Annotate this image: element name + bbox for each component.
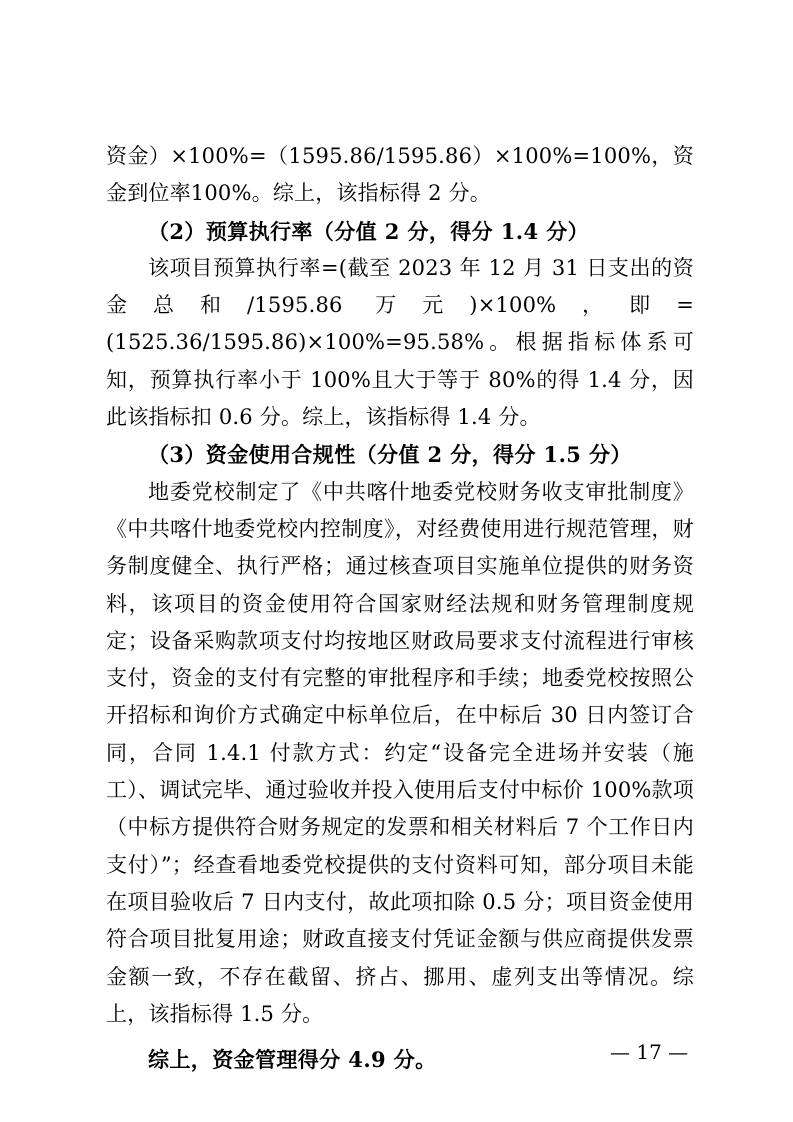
document-body	[106, 138, 694, 1078]
page-number: — 17 —	[610, 1040, 689, 1064]
body-paragraph-budget-execution: 该项目预算执行率=(截至 2023 年 12 月 31 日支出的资金总和/1595.86 万元)×100%，即=(1525.36/1595.86)×100%=95.58%。根据指标体系可知，预算执行率小于 100%且大于等于 80%的得 1.4 分，因此该指标扣 0.6 分。综上，该指标得 1.4 分。	[106, 255, 694, 430]
body-paragraph-fund-compliance: 地委党校制定了《中共喀什地委党校财务收支审批制度》《中共喀什地委党校内控制度》，对经费使用进行规范管理，财务制度健全、执行严格；通过核查项目实施单位提供的财务资料，该项目的资金使用符合国家财经法规和财务管理制度规定；设备采购款项支付均按地区财政局要求支付流程进行审核支付，资金的支付有完整的审批程序和手续；地委党校按照公开招标和询价方式确定中标单位后，在中标后 30 日内签订合同，合同 1.4.1 付款方式：约定“设备完全进场并安装（施工）、调试完毕、通过验收并投入使用后支付中标价 100%款项（中标方提供符合财务规定的发票和相关材料后 7 个工作日内支付）”；经查看地委党校提供的支付资料可知，部分项目未能在项目验收后 7 日内支付，故此项扣除 0.5 分；项目资金使用符合项目批复用途；财政直接支付凭证金额与供应商提供发票金额一致，不存在截留、挤占、挪用、虚列支出等情况。综上，该指标得 1.5 分。	[106, 479, 694, 1026]
body-paragraph-funding-rate: 资金）×100%=（1595.86/1595.86）×100%=100%，资金到位率100%。综上，该指标得 2 分。	[106, 144, 694, 206]
summary-conclusion: 综上，资金管理得分 4.9 分。	[148, 1047, 437, 1073]
section-heading-budget-execution: （2）预算执行率（分值 2 分，得分 1.4 分）	[148, 218, 590, 244]
section-heading-fund-compliance: （3）资金使用合规性（分值 2 分，得分 1.5 分）	[148, 442, 632, 468]
